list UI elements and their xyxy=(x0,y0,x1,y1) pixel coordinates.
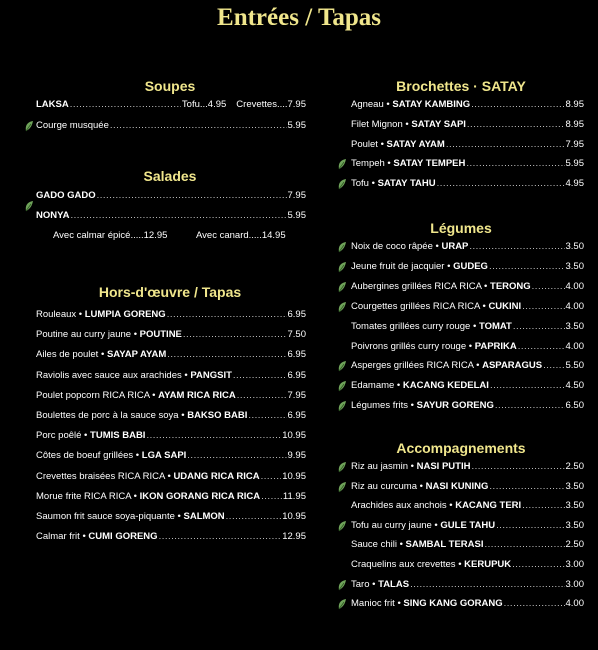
menu-item-price: 6.95 xyxy=(287,369,306,381)
menu-item: Riz au jasmin • NASI PUTIH ..... 2.50 xyxy=(351,460,584,474)
menu-item-price: 7.95 xyxy=(565,138,584,150)
menu-item: Poulet • SATAY AYAM ..... 7.95 xyxy=(351,138,584,152)
menu-item-price: 6.95 xyxy=(287,349,306,361)
menu-item: Filet Mignon • SATAY SAPI ..... 8.95 xyxy=(351,118,584,132)
menu-item: Arachides aux anchois • KACANG TERI ..... 3.50 xyxy=(351,499,584,513)
menu-item-price: 7.95 xyxy=(287,389,306,401)
menu-item: Taro • TALAS ..... 3.00 xyxy=(351,578,584,592)
vegetarian-leaf-icon xyxy=(337,177,347,189)
option-calmar: Avec calmar épicé.....12.95 xyxy=(53,230,168,241)
menu-item-price: 10.95 xyxy=(282,430,306,442)
menu-item-price: 2.50 xyxy=(565,539,584,551)
menu-item-price: 6.50 xyxy=(565,400,584,412)
menu-item-price: 8.95 xyxy=(565,118,584,130)
menu-item: Porc poêlé • TUMIS BABI ..... 10.95 xyxy=(36,429,306,443)
menu-item-price: 5.50 xyxy=(565,360,584,372)
menu-item: Boulettes de porc à la sauce soya • BAKSO BABI ..... 6.95 xyxy=(36,409,306,423)
menu-item-price: 6.95 xyxy=(287,309,306,320)
menu-item-price: 3.50 xyxy=(565,519,584,531)
vegetarian-leaf-icon xyxy=(337,399,347,411)
menu-item-courge: Courge musquée ..... 5.95 xyxy=(36,119,306,133)
vegetarian-leaf-icon xyxy=(24,199,34,211)
menu-item: Poutine au curry jaune • POUTINE ..... 7.50 xyxy=(36,328,306,342)
menu-item-gado-gado: GADO GADO ..... 7.95 xyxy=(36,189,306,203)
menu-item: Rouleaux • LUMPIA GORENG ..... 6.95 xyxy=(36,308,306,322)
menu-item: Agneau • SATAY KAMBING ..... 8.95 xyxy=(351,98,584,112)
menu-item-price: 4.00 xyxy=(565,598,584,610)
vegetarian-leaf-icon xyxy=(24,119,34,131)
menu-item: Tofu • SATAY TAHU ..... 4.95 xyxy=(351,177,584,191)
menu-item: Courgettes grillées RICA RICA • CUKINI ..... 4.00 xyxy=(351,300,584,314)
vegetarian-leaf-icon xyxy=(337,460,347,472)
section-title-soupes: Soupes xyxy=(144,78,196,94)
menu-item-price: 3.50 xyxy=(565,500,584,512)
vegetarian-leaf-icon xyxy=(337,480,347,492)
menu-item-price: 3.50 xyxy=(565,241,584,252)
menu-item-price: 3.50 xyxy=(565,480,584,492)
menu-item: Tofu au curry jaune • GULE TAHU ..... 3.50 xyxy=(351,519,584,533)
menu-item: Asperges grillées RICA RICA • ASPARAGUS ..... 5.50 xyxy=(351,359,584,373)
menu-item-price: 10.95 xyxy=(282,511,306,522)
menu-item: Côtes de boeuf grillées • LGA SAPI ..... 9.95 xyxy=(36,449,306,463)
menu-item: Noix de coco râpée • URAP ..... 3.50 xyxy=(351,240,584,254)
section-title-accompagnements: Accompagnements xyxy=(396,440,526,456)
menu-item: Aubergines grillées RICA RICA • TERONG ..... 4.00 xyxy=(351,280,584,294)
menu-item-price: 7.50 xyxy=(287,329,306,341)
option-canard: Avec canard.....14.95 xyxy=(196,230,286,241)
vegetarian-leaf-icon xyxy=(337,280,347,292)
menu-item: Sauce chili • SAMBAL TERASI ..... 2.50 xyxy=(351,538,584,552)
menu-item-price: 3.00 xyxy=(565,578,584,590)
menu-item-price: 12.95 xyxy=(282,531,306,543)
menu-item-price: 9.95 xyxy=(287,450,306,462)
menu-item: Craquelins aux crevettes • KERUPUK ..... 3.00 xyxy=(351,558,584,572)
menu-item: Riz au curcuma • NASI KUNING ..... 3.50 xyxy=(351,480,584,494)
vegetarian-leaf-icon xyxy=(337,157,347,169)
menu-item: Saumon frit sauce soya-piquante • SALMON ..... 10.95 xyxy=(36,510,306,524)
menu-item-laksa: LAKSA ..... Tofu...4.95 Crevettes....7.95 xyxy=(36,98,306,112)
menu-item: Poivrons grillés curry rouge • PAPRIKA ..... 4.00 xyxy=(351,340,584,354)
menu-item: Tomates grillées curry rouge • TOMAT ..... 3.50 xyxy=(351,320,584,334)
menu-item: Tempeh • SATAY TEMPEH ..... 5.95 xyxy=(351,157,584,171)
vegetarian-leaf-icon xyxy=(337,300,347,312)
section-title-legumes: Légumes xyxy=(430,220,492,236)
menu-item-price: 4.95 xyxy=(565,178,584,190)
menu-item-price: 3.50 xyxy=(565,260,584,272)
menu-item-nonya: NONYA ..... 5.95 xyxy=(36,209,306,223)
menu-item-price: 6.95 xyxy=(287,410,306,421)
section-title-brochettes: Brochettes · SATAY xyxy=(396,78,526,94)
menu-item-price: 3.50 xyxy=(565,320,584,332)
vegetarian-leaf-icon xyxy=(337,240,347,252)
menu-item-price: 4.00 xyxy=(565,300,584,312)
menu-item: Légumes frits • SAYUR GORENG ..... 6.50 xyxy=(351,399,584,413)
vegetarian-leaf-icon xyxy=(337,260,347,272)
menu-item: Crevettes braisées RICA RICA • UDANG RICA RICA ..... 10.95 xyxy=(36,470,306,484)
menu-item: Jeune fruit de jacquier • GUDEG ..... 3.50 xyxy=(351,260,584,274)
menu-item: Raviolis avec sauce aux arachides • PANGSIT ..... 6.95 xyxy=(36,369,306,383)
menu-item-price: 4.00 xyxy=(565,340,584,352)
menu-item: Edamame • KACANG KEDELAI ..... 4.50 xyxy=(351,379,584,393)
vegetarian-leaf-icon xyxy=(337,379,347,391)
section-title-salades: Salades xyxy=(143,168,197,184)
menu-item-price: 8.95 xyxy=(565,99,584,110)
vegetarian-leaf-icon xyxy=(337,578,347,590)
menu-item-price: 3.00 xyxy=(565,559,584,570)
menu-item: Poulet popcorn RICA RICA • AYAM RICA RICA ..... 7.95 xyxy=(36,389,306,403)
menu-item: Manioc frit • SING KANG GORANG ..... 4.00 xyxy=(351,597,584,611)
menu-item-price: 5.95 xyxy=(565,158,584,170)
menu-item-price: 4.50 xyxy=(565,380,584,392)
menu-item: Morue frite RICA RICA • IKON GORANG RICA RICA ..... 11.95 xyxy=(36,490,306,504)
menu-item: Calmar frit • CUMI GORENG ..... 12.95 xyxy=(36,530,306,544)
vegetarian-leaf-icon xyxy=(337,359,347,371)
section-title-hors-doeuvre: Hors-d'œuvre / Tapas xyxy=(98,284,242,300)
menu-item-price: 2.50 xyxy=(565,461,584,472)
menu-item: Ailes de poulet • SAYAP AYAM ..... 6.95 xyxy=(36,348,306,362)
menu-item-price: 11.95 xyxy=(282,490,306,502)
vegetarian-leaf-icon xyxy=(337,519,347,531)
page-title: Entrées / Tapas xyxy=(217,4,381,31)
menu-item-price: 4.00 xyxy=(565,280,584,292)
menu-item-price: 10.95 xyxy=(282,470,306,482)
vegetarian-leaf-icon xyxy=(337,597,347,609)
